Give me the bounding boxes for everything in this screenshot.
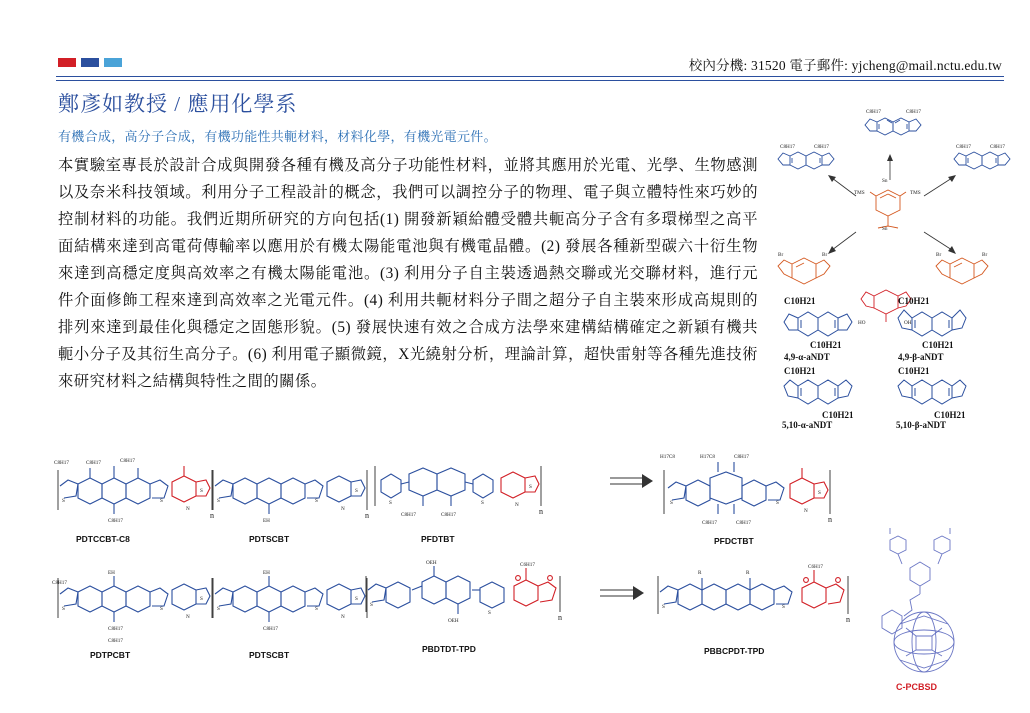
- structure-caption: PFDCTBT: [714, 536, 754, 546]
- structure-name-1: 4,9-α-aNDT: [784, 352, 830, 362]
- svg-text:S: S: [315, 606, 318, 612]
- svg-text:S: S: [529, 484, 532, 490]
- structure-side-label: C10H21: [922, 340, 954, 350]
- structure-name-3: 5,10-α-aNDT: [782, 420, 833, 430]
- svg-text:EH: EH: [108, 570, 115, 576]
- logo-block-blue: [81, 58, 99, 67]
- logo-bar: [58, 58, 122, 67]
- svg-text:Br: Br: [982, 252, 988, 258]
- structure-caption: PFDTBT: [421, 534, 455, 544]
- svg-text:Sn: Sn: [882, 178, 888, 184]
- svg-text:S: S: [160, 606, 163, 612]
- keywords-line: 有機合成，高分子合成，有機功能性共軛材料，材料化學，有機光電元件。: [58, 129, 497, 144]
- svg-text:H17C8: H17C8: [700, 454, 715, 460]
- structure-caption: C-PCBSD: [896, 682, 938, 692]
- svg-text:H17C8: H17C8: [660, 454, 675, 460]
- svg-text:C6H17: C6H17: [520, 562, 535, 568]
- svg-text:S: S: [776, 500, 779, 506]
- svg-text:C8H17: C8H17: [86, 460, 101, 466]
- svg-text:Br: Br: [778, 252, 784, 258]
- svg-text:N: N: [804, 508, 808, 514]
- svg-text:TMS: TMS: [854, 190, 865, 196]
- svg-text:C8H17: C8H17: [108, 638, 123, 644]
- svg-text:C8H17: C8H17: [956, 144, 971, 150]
- structure-side-label: C10H21: [898, 366, 930, 376]
- structure-caption: PDTSCBT: [249, 534, 290, 544]
- svg-text:N: N: [515, 502, 519, 508]
- svg-text:N: N: [341, 506, 345, 512]
- svg-text:OEH: OEH: [448, 618, 459, 624]
- structure-side-label: C10H21: [810, 340, 842, 350]
- page-title: 鄭彥如教授 / 應用化學系: [58, 92, 298, 116]
- svg-text:S: S: [355, 596, 358, 602]
- svg-text:S: S: [315, 498, 318, 504]
- svg-text:S: S: [370, 602, 373, 608]
- svg-text:Br: Br: [936, 252, 942, 258]
- structure-side-label: C10H21: [822, 410, 854, 420]
- structure-caption: PBBCPDT-TPD: [704, 646, 765, 656]
- svg-text:C8H17: C8H17: [736, 520, 751, 526]
- svg-text:C8H17: C8H17: [780, 144, 795, 150]
- svg-text:n: n: [828, 515, 832, 524]
- svg-text:n: n: [558, 613, 562, 622]
- svg-text:S: S: [782, 604, 785, 610]
- svg-text:C8H17: C8H17: [906, 109, 921, 115]
- svg-text:S: S: [389, 500, 392, 506]
- structure-diagram-topright: [770, 108, 1020, 428]
- svg-text:C8H17: C8H17: [401, 512, 416, 518]
- body-paragraph: 本實驗室專長於設計合成與開發各種有機及高分子功能性材料，並將其應用於光電、光學、生物感測以及奈米科技領域。利用分子工程設計的概念，我們可以調控分子的物理、電子與立體特性來巧妙的控制材料的功能。我們近期所研究的方向包括(1) 開發新穎給體受體共軛高分子含有多環梯型之高平面結構來達到高電荷傳輸率以應用於有機太陽能電池與有機電晶體。(2) 發展各種新型碳六十衍生物來達到高穩定度與高效率之有機太陽能電池。(3) 利用分子自主裝透過熱交聯或光交聯材料，進行元件介面修飾工程來達到高效率之光電元件。(4) 利用共軛材料分子間之超分子自主裝來形成高規則的排列來達到最佳化與穩定之固態形貌。(5) 發展快速有效之合成方法學來建構結構確定之新穎有機共軛小分子及其衍生高分子。(6) 利用電子顯微鏡，X光繞射分析，理論計算，超快雷射等各種先進技術來研究材料之結構與特性之間的關係。: [58, 157, 758, 390]
- svg-text:N: N: [341, 614, 345, 620]
- svg-text:C8H17: C8H17: [866, 109, 881, 115]
- structure-name-2: 4,9-β-aNDT: [898, 352, 944, 362]
- svg-text:Sn: Sn: [882, 226, 888, 232]
- svg-text:S: S: [217, 498, 220, 504]
- svg-text:S: S: [200, 488, 203, 494]
- logo-block-cyan: [104, 58, 122, 67]
- svg-text:C8H17: C8H17: [990, 144, 1005, 150]
- header-divider: [56, 76, 1004, 81]
- logo-block-red: [58, 58, 76, 67]
- svg-text:C8H17: C8H17: [54, 460, 69, 466]
- structure-name-4: 5,10-β-aNDT: [896, 420, 946, 430]
- svg-text:S: S: [818, 490, 821, 496]
- svg-text:S: S: [200, 596, 203, 602]
- svg-text:C8H17: C8H17: [52, 580, 67, 586]
- svg-text:S: S: [62, 606, 65, 612]
- svg-text:OH: OH: [904, 320, 912, 326]
- svg-text:C8H17: C8H17: [108, 518, 123, 524]
- svg-text:EH: EH: [263, 518, 270, 524]
- svg-text:S: S: [662, 604, 665, 610]
- svg-text:C8H17: C8H17: [814, 144, 829, 150]
- svg-text:OEH: OEH: [426, 560, 437, 566]
- svg-text:n: n: [365, 511, 369, 520]
- contact-info: 校內分機: 31520 電子郵件: yjcheng@mail.nctu.edu.tw: [688, 58, 1002, 73]
- svg-text:EH: EH: [263, 570, 270, 576]
- svg-text:n: n: [846, 615, 850, 624]
- svg-text:C8H17: C8H17: [120, 458, 135, 464]
- svg-text:Br: Br: [822, 252, 828, 258]
- structure-caption: PDTPCBT: [90, 650, 131, 660]
- svg-text:R: R: [698, 570, 702, 576]
- svg-text:S: S: [488, 610, 491, 616]
- svg-text:S: S: [670, 500, 673, 506]
- svg-text:S: S: [481, 500, 484, 506]
- svg-text:C8H17: C8H17: [734, 454, 749, 460]
- svg-text:C8H17: C8H17: [108, 626, 123, 632]
- svg-text:n: n: [539, 507, 543, 516]
- svg-text:C8H17: C8H17: [441, 512, 456, 518]
- svg-text:S: S: [217, 606, 220, 612]
- svg-text:S: S: [160, 498, 163, 504]
- structure-side-label: C10H21: [784, 296, 816, 306]
- svg-text:TMS: TMS: [910, 190, 921, 196]
- svg-text:HO: HO: [858, 320, 866, 326]
- svg-text:N: N: [186, 506, 190, 512]
- svg-text:S: S: [62, 498, 65, 504]
- structure-side-label: C10H21: [934, 410, 966, 420]
- svg-text:R: R: [746, 570, 750, 576]
- svg-text:C6H17: C6H17: [808, 564, 823, 570]
- svg-text:S: S: [355, 488, 358, 494]
- svg-text:n: n: [210, 511, 214, 520]
- structure-caption: PDTCCBT-C8: [76, 534, 130, 544]
- svg-text:C8H17: C8H17: [702, 520, 717, 526]
- structure-caption: PBDTDT-TPD: [422, 644, 476, 654]
- structure-side-label: C10H21: [898, 296, 930, 306]
- svg-text:C8H17: C8H17: [263, 626, 278, 632]
- svg-text:N: N: [186, 614, 190, 620]
- structure-side-label: C10H21: [784, 366, 816, 376]
- structure-diagram-bottom: [0, 432, 1030, 692]
- structure-caption: PDTSCBT: [249, 650, 290, 660]
